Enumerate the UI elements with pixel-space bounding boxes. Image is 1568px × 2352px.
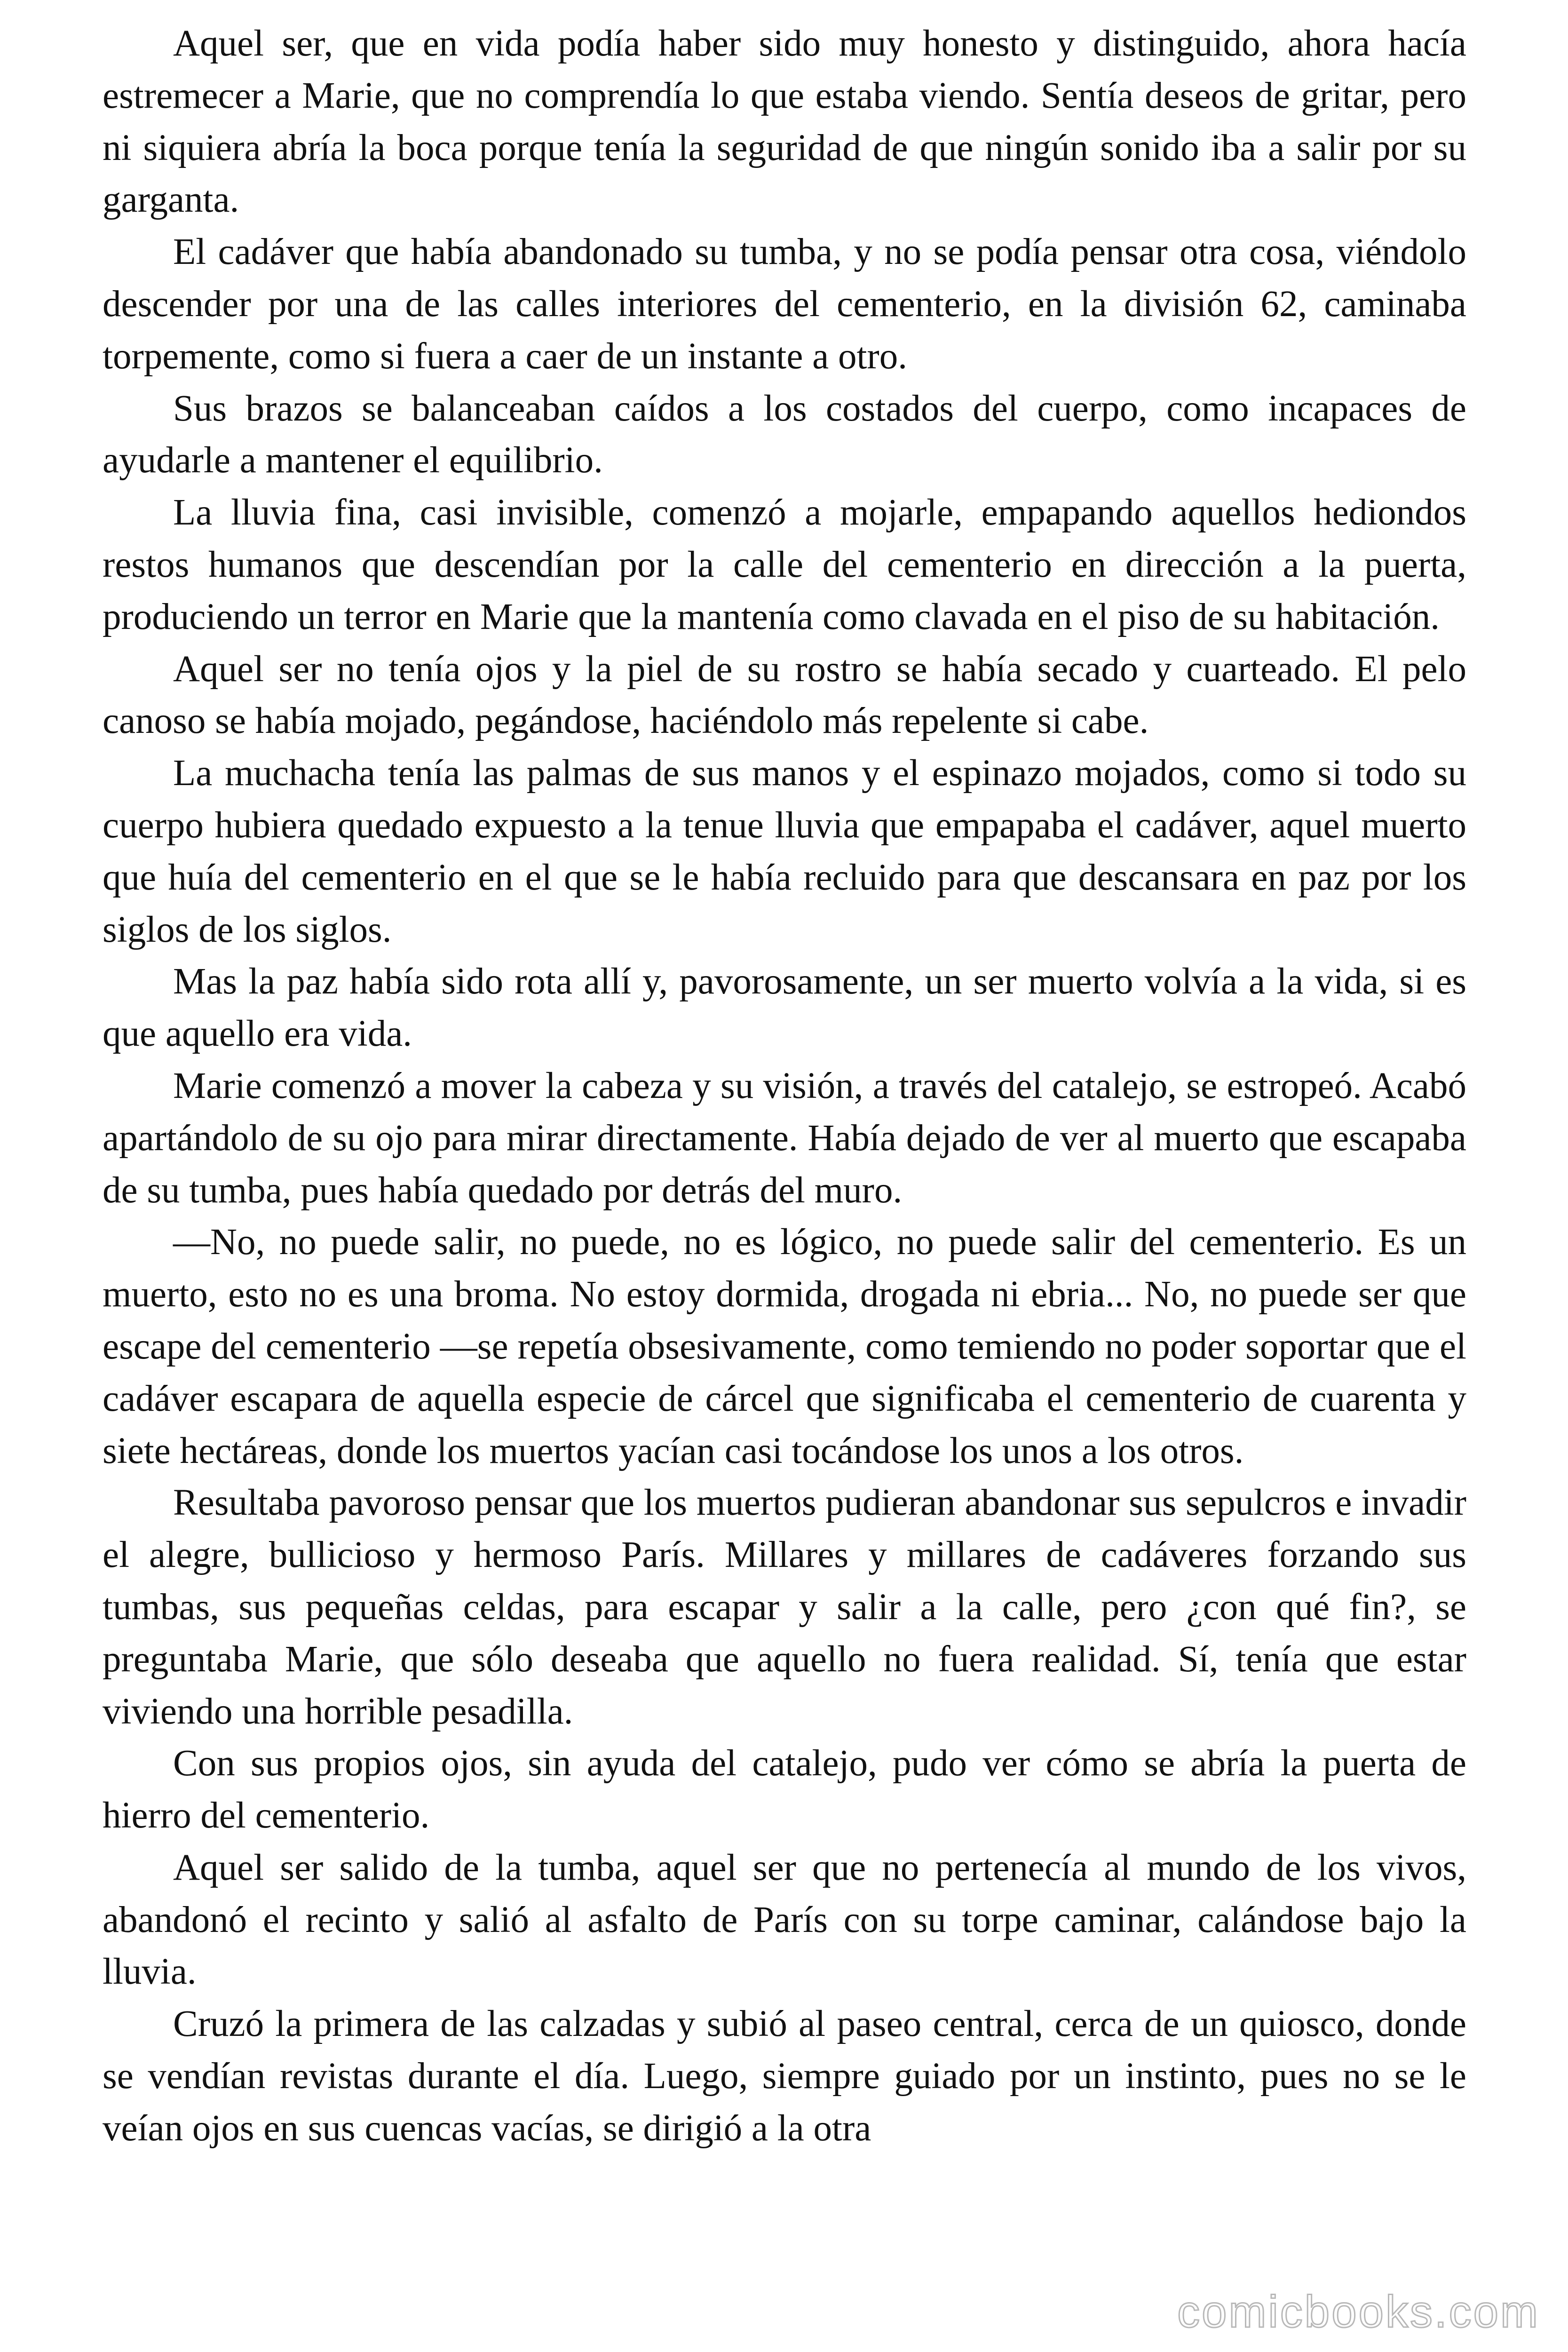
paragraph: La lluvia fina, casi invisible, comenzó a mojarle, empapando aquellos hediondos restos humanos que descendían por la calle del cementerio en dirección a la puerta, produciendo un terror en Marie que la mantenía como clavada en el piso de su habitación. bbox=[103, 492, 1466, 637]
paragraph: Resultaba pavoroso pensar que los muertos pudieran abandonar sus sepulcros e invadir el alegre, bullicioso y hermoso París. Millares y millares de cadáveres forzando sus tumbas, sus pequeñas celdas, para escapar y salir a la calle, pero ¿con qué fin?, se preguntaba Marie, que sólo deseaba que aquello no fuera realidad. Sí, tenía que estar viviendo una horrible pesadilla. bbox=[103, 1482, 1466, 1732]
paragraph: Marie comenzó a mover la cabeza y su visión, a través del catalejo, se estropeó. Acabó apartándolo de su ojo para mirar directamente. Había dejado de ver al muerto que escapaba de su tumba, pues había quedado por detrás del muro. bbox=[103, 1065, 1466, 1211]
page-body bbox=[103, 18, 1466, 2155]
paragraph: Aquel ser salido de la tumba, aquel ser que no pertenecía al mundo de los vivos, abandonó el recinto y salió al asfalto de París con su torpe caminar, calándose bajo la lluvia. bbox=[103, 1847, 1466, 1993]
paragraph: —No, no puede salir, no puede, no es lógico, no puede salir del cementerio. Es un muerto, esto no es una broma. No estoy dormida, drogada ni ebria... No, no puede ser que escape del cementerio —se repetía obsesivamente, como temiendo no poder soportar que el cadáver escapara de aquella especie de cárcel que significaba el cementerio de cuarenta y siete hectáreas, donde los muertos yacían casi tocándose los unos a los otros. bbox=[103, 1222, 1466, 1471]
paragraph: Sus brazos se balanceaban caídos a los costados del cuerpo, como incapaces de ayudarle a mantener el equilibrio. bbox=[103, 388, 1466, 481]
paragraph: Aquel ser, que en vida podía haber sido muy honesto y distinguido, ahora hacía estremecer a Marie, que no comprendía lo que estaba viendo. Sentía deseos de gritar, pero ni siquiera abría la boca porque tenía la seguridad de que ningún sonido iba a salir por su garganta. bbox=[103, 23, 1466, 221]
paragraph: Cruzó la primera de las calzadas y subió al paseo central, cerca de un quiosco, donde se vendían revistas durante el día. Luego, siempre guiado por un instinto, pues no se le veían ojos en sus cuencas vacías, se dirigió a la otra bbox=[103, 2003, 1466, 2149]
watermark: comicbooks.com bbox=[1177, 2287, 1540, 2337]
paragraph: Mas la paz había sido rota allí y, pavorosamente, un ser muerto volvía a la vida, si es que aquello era vida. bbox=[103, 961, 1466, 1055]
paragraph: Con sus propios ojos, sin ayuda del catalejo, pudo ver cómo se abría la puerta de hierro del cementerio. bbox=[103, 1743, 1466, 1836]
paragraph: La muchacha tenía las palmas de sus manos y el espinazo mojados, como si todo su cuerpo hubiera quedado expuesto a la tenue lluvia que empapaba el cadáver, aquel muerto que huía del cementerio en el que se le había recluido para que descansara en paz por los siglos de los siglos. bbox=[103, 753, 1466, 950]
paragraph: El cadáver que había abandonado su tumba, y no se podía pensar otra cosa, viéndolo descender por una de las calles interiores del cementerio, en la división 62, caminaba torpemente, como si fuera a caer de un instante a otro. bbox=[103, 231, 1466, 377]
paragraph: Aquel ser no tenía ojos y la piel de su rostro se había secado y cuarteado. El pelo canoso se había mojado, pegándose, haciéndolo más repelente si cabe. bbox=[103, 648, 1466, 742]
